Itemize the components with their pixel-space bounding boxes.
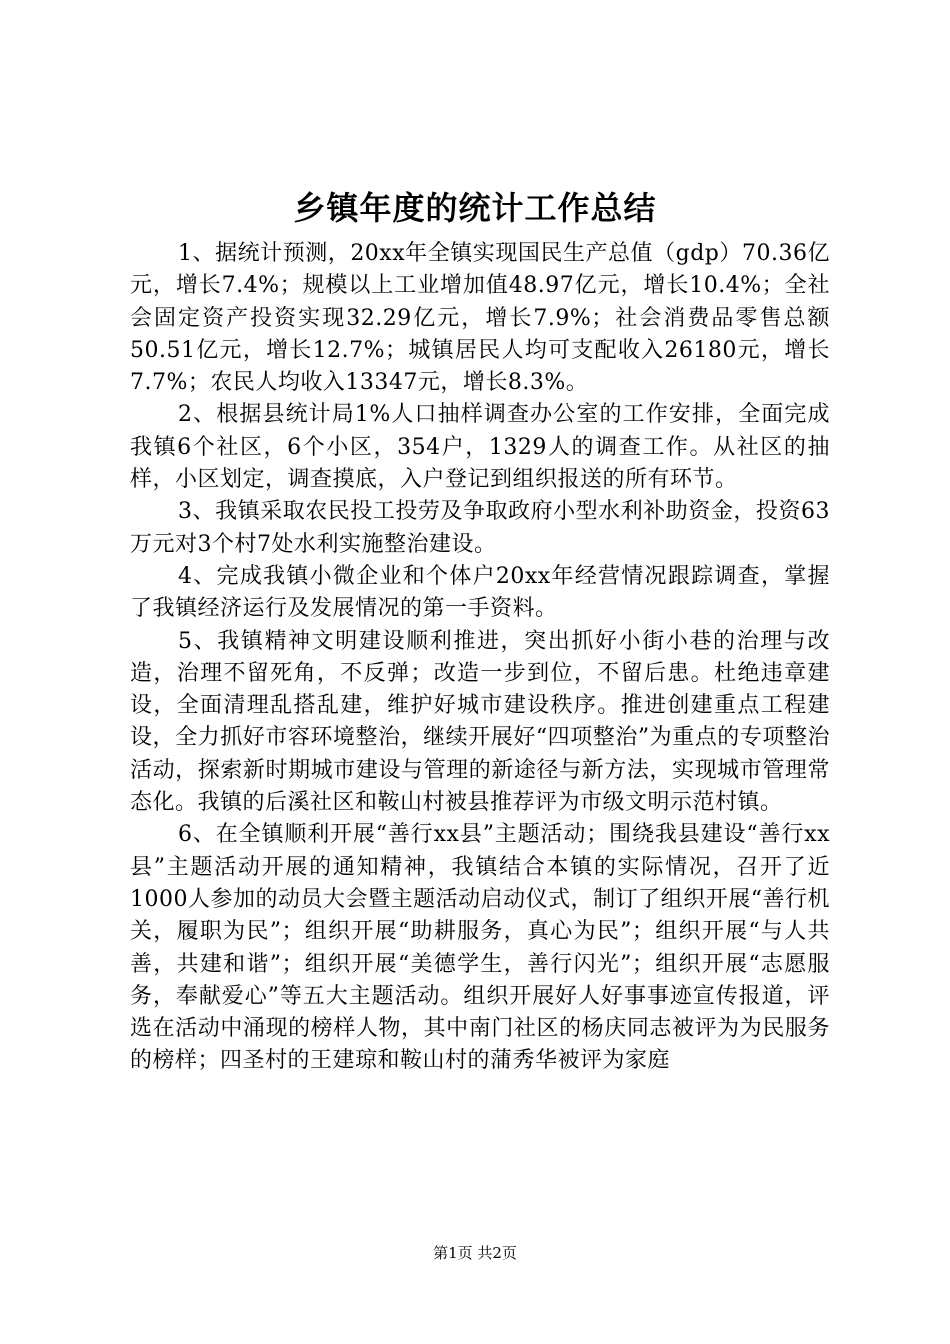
paragraph-5: 5、我镇精神文明建设顺利推进，突出抓好小街小巷的治理与改造，治理不留死角，不反弹；改造一步到位，不留后患。杜绝违章建设，全面清理乱搭乱建，维护好城市建设秩序。推进创建重点工程建设，全力抓好市容环境整治，继续开展好“四项整治”为重点的专项整治活动，探索新时期城市建设与管理的新途径与新方法，实现城市管理常态化。我镇的后溪社区和鞍山村被县推荐评为市级文明示范村镇。 xyxy=(130,628,830,816)
page-title: 乡镇年度的统计工作总结 xyxy=(293,189,657,227)
paragraph-6: 6、在全镇顺利开展“善行xx县”主题活动；围绕我县建设“善行xx县”主题活动开展的通知精神，我镇结合本镇的实际情况，召开了近1000人参加的动员大会暨主题活动启动仪式，制订了组织开展“善行机关，履职为民”；组织开展“助耕服务，真心为民”；组织开展“与人共善，共建和谐”；组织开展“美德学生，善行闪光”；组织开展“志愿服务，奉献爱心”等五大主题活动。组织开展好人好事事迹宣传报道，评选在活动中涌现的榜样人物，其中南门社区的杨庆同志被评为为民服务的榜样；四圣村的王建琼和鞍山村的蒲秀华被评为家庭 xyxy=(130,822,830,1074)
paragraph-2: 2、根据县统计局1%人口抽样调查办公室的工作安排，全面完成我镇6个社区，6个小区，354户，1329人的调查工作。从社区的抽样，小区划定，调查摸底，入户登记到组织报送的所有环节。 xyxy=(130,402,830,493)
paragraph-3: 3、我镇采取农民投工投劳及争取政府小型水利补助资金，投资63万元对3个村7处水利实施整治建设。 xyxy=(130,499,830,557)
paragraph-1: 1、据统计预测，20xx年全镇实现国民生产总值（gdp）70.36亿元，增长7.4%；规模以上工业增加值48.97亿元，增长10.4%；全社会固定资产投资实现32.29亿元，增长7.9%；社会消费品零售总额50.51亿元，增长12.7%；城镇居民人均可支配收入26180元，增长7.7%；农民人均收入13347元，增长8.3%。 xyxy=(130,241,830,396)
page-footer: 第1页 共2页 xyxy=(433,1244,517,1262)
document-body xyxy=(130,238,830,1078)
paragraph-4: 4、完成我镇小微企业和个体户20xx年经营情况跟踪调查，掌握了我镇经济运行及发展情况的第一手资料。 xyxy=(130,563,830,622)
